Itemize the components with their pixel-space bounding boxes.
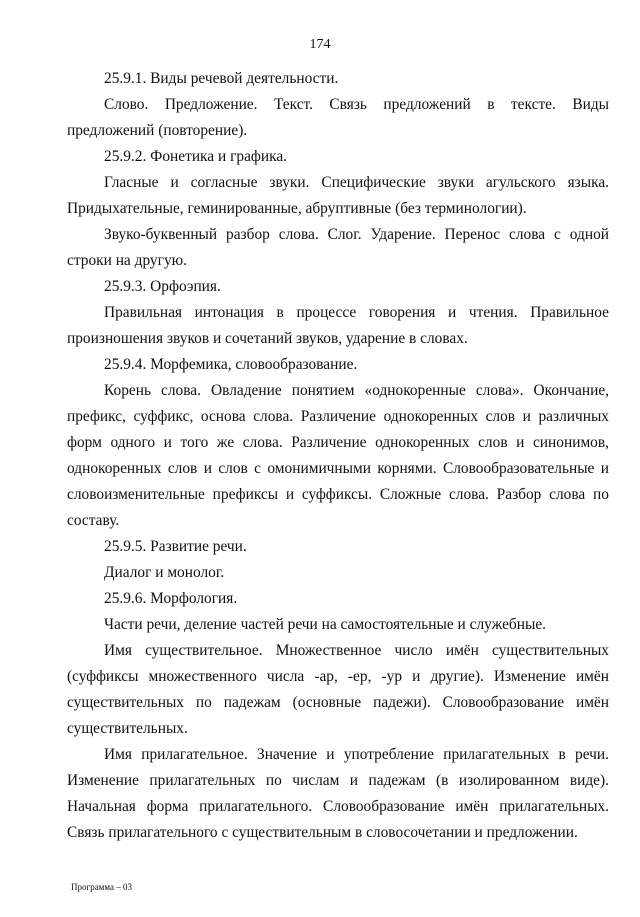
section-heading: 25.9.1. Виды речевой деятельности. [104,70,339,87]
page-number: 174 [309,37,331,52]
paragraph: Имя существительное. Множественное число имён существительных (суффиксы множественного числа -ар, -ер, -ур и другие). Изменение имён существительных по падежам (основные падежи). Словообразование имён существительных. [67,642,609,737]
paragraph: Гласные и согласные звуки. Специфические звуки агульского языка. Придыхательные, геминированные, абруптивные (без терминологии). [67,174,609,217]
section-heading: 25.9.5. Развитие речи. [104,538,247,555]
paragraph: Части речи, деление частей речи на самостоятельные и служебные. [104,616,546,633]
paragraph: Слово. Предложение. Текст. Связь предложений в тексте. Виды предложений (повторение). [67,96,609,139]
section-heading: 25.9.4. Морфемика, словообразование. [104,356,358,373]
paragraph: Диалог и монолог. [104,564,225,581]
paragraph: Звуко-буквенный разбор слова. Слог. Ударение. Перенос слова с одной строки на другую. [67,226,609,269]
section-heading: 25.9.3. Орфоэпия. [104,278,221,295]
section-heading: 25.9.2. Фонетика и графика. [104,148,288,165]
section-heading: 25.9.6. Морфология. [104,590,238,607]
footer-program-code: Программа – 03 [71,882,133,892]
paragraph: Имя прилагательное. Значение и употребление прилагательных в речи. Изменение прилагательных по числам и падежам (в изолированном виде). Начальная форма прилагательного. Словообразование имён прилагательных. Связь прилагательного с существительным в словосочетании и предложении. [67,746,609,841]
paragraph: Правильная интонация в процессе говорения и чтения. Правильное произношения звуков и сочетаний звуков, ударение в словах. [67,304,609,347]
paragraph: Корень слова. Овладение понятием «однокоренные слова». Окончание, префикс, суффикс, основа слова. Различение однокоренных слов и различных форм одного и того же слова. Различение однокоренных слов и синонимов, однокоренных слов и слов с омонимичными корнями. Словообразовательные и словоизменительные префиксы и суффиксы. Сложные слова. Разбор слова по составу. [67,382,609,529]
document-body [67,66,609,846]
